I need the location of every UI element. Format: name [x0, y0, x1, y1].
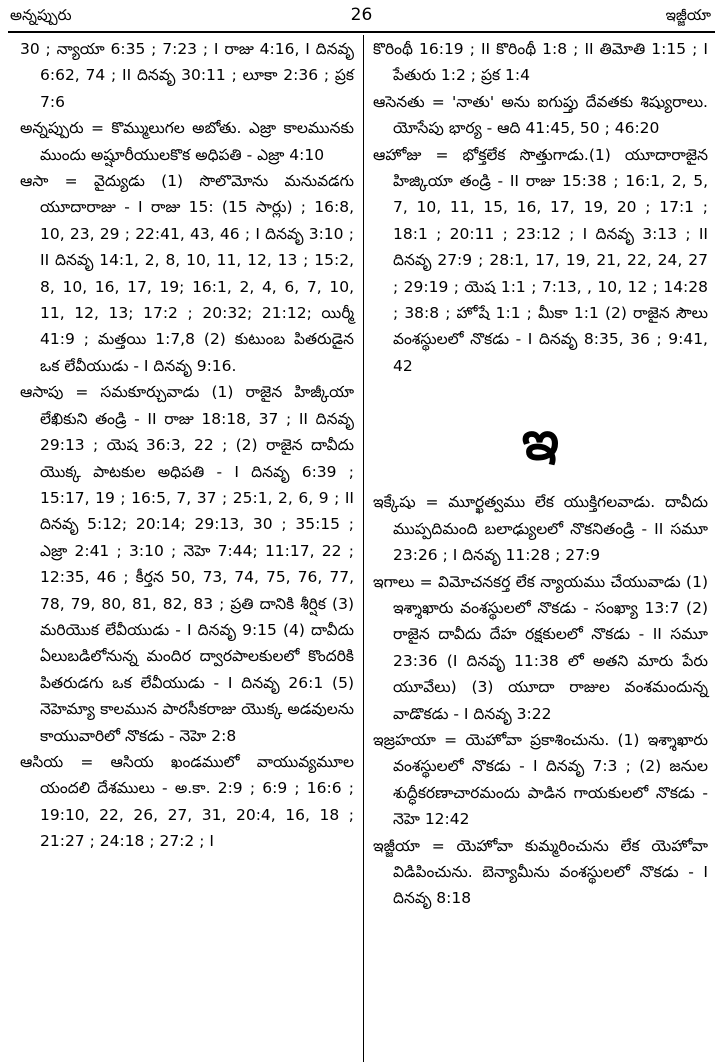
entry-asiya: ఆసియ = ఆసియ ఖండములో వాయువ్యమూల యందలి దేశములు - అ.కా. 2:9 ; 6:9 ; 16:6 ; 19:10, 22, 26, 27, 31, 20:4, 16, 18 ; 21:27 ; 24:18 ; 27:2 ; I — [20, 752, 354, 851]
entry-asenatu: ఆసెనతు = 'నాతు' అను ఐగుప్తు దేవతకు శిష్యురాలు. యోసేపు భార్య - ఆది 41:45, 50 ; 46:20 — [373, 92, 708, 138]
header-rule — [8, 31, 715, 33]
entry-asapu: ఆసాపు = సమకూర్చువాడు (1) రాజైన హిజ్కీయా లేఖికుని తండ్రి - II రాజు 18:18, 37 ; II దినవృ 29:13 ; యెష 36:3, 22 ; (2) రాజైన దావీదు యొక్క పాటకుల అధిపతి - I దినవృ 6:39 ; 15:17, 19 ; 16:5, 7, 37 ; 25:1, 2, 6, 9 ; II దినవృ 5:12; 20:14; 29:13, 30 ; 35:15 ; ఎజ్రా 2:41 ; 3:10 ; నెహె 7:44; 11:17, 22 ; 12:35, 46 ; కీర్తన 50, 73, 74, 75, 76, 77, 78, 79, 80, 81, 82, 83 ; ప్రతి దానికి శీర్షిక (3) మరియొక లేవీయుడు - I దినవృ 9:15 (4) దావీదు ఏలుబడిలోనున్న మందిర ద్వారపాలకులలో కొందరికి పితరుడగు ఒక లేవీయుడు - I దినవృ 26:1 (5) నెహెమ్యా కాలమున పారసీకరాజు యొక్క అడవులను కాయువారిలో నొకడు - నెహె 2:8 — [20, 383, 354, 745]
entry-izrahaya: ఇజ్రహయా = యెహోవా ప్రకాశించును. (1) ఇశ్శాఖారు వంశస్థులలో నొకడు - I దినవృ 7:3 ; (2) జనుల శుద్ధీకరణాచారమందు పాడిన గాయకులలో నొకడు - నెహె 12:42 — [373, 730, 708, 829]
running-head-left: అన్నప్పురు — [10, 6, 72, 24]
entry-asa: ఆసా = వైద్యుడు (1) సొలొమోను మనువడగు యూదారాజు - I రాజు 15: (15 సార్లు) ; 16:8, 10, 23, 29 ; 22:41, 43, 46 ; I దినవృ 3:10 ; II దినవృ 14:1, 2, 8, 10, 11, 12, 13 ; 15:2, 8, 10, 16, 17, 19; 16:1, 2, 4, 6, 7, 10, 11, 12, 13; 17:2 ; 20:32; 21:12; యిర్మీ 41:9 ; మత్తయి 1:7,8 (2) కుటుంబ పితరుడైన ఒక లేవీయుడు - I దినవృ 9:16. — [20, 172, 354, 375]
entry-igalu: ఇగాలు = విమోచనకర్త లేక న్యాయము చేయువాడు (1) ఇశ్శాఖారు వంశస్థులలో నొకడు - సంఖ్యా 13:7 (2) రాజైన దావీదు దేహ రక్షకులలో నొకడు - II సమూ 23:36 (I దినవృ 11:38 లో అతని మారు పేరు యూవేలు) (3) యూదా రాజుల వంశమందున్న వాడొకడు - I దినవృ 3:22 — [373, 572, 708, 723]
running-head-right: ఇజ్జీయా — [665, 6, 711, 24]
entry-ahoju: ఆహోజు = భోక్తలేక సొత్తుగాడు.(1) యూదారాజైన హిజ్కియా తండ్రి - II రాజు 15:38 ; 16:1, 2, 5, 7, 10, 11, 15, 16, 17, 19, 20 ; 17:1 ; 18:1 ; 20:11 ; 23:12 ; I దినవృ 3:13 ; II దినవృ 27:9 ; 28:1, 17, 19, 21, 22, 24, 27 ; 29:19 ; యెష 1:1 ; 7:13, , 10, 12 ; 14:28 ; 38:8 ; హోషే 1:1 ; మీకా 1:1 (2) రాజైన సౌలు వంశస్థులలో నొకడు - I దినవృ 8:35, 36 ; 9:41, 42 — [373, 145, 708, 375]
column-divider — [363, 35, 364, 1062]
section-letter-heading: ఇ — [521, 409, 560, 473]
entry-izjiya: ఇజ్జీయా = యెహోవా కుమ్మరించును లేక యెహోవా విడిపించును. బెన్యామీను వంశస్థులలో నొకడు - I దినవృ 8:18 — [373, 836, 708, 908]
left-column — [20, 36, 354, 855]
page-number: 26 — [350, 5, 373, 25]
right-column — [373, 36, 708, 912]
entry-ikkeshu: ఇక్కేషు = మూర్ఖత్వము లేక యుక్తిగలవాడు. దావీదు ముప్పదిమంది బలాఢ్యులలో నొకనితండ్రి - II సమూ 23:26 ; I దినవృ 11:28 ; 27:9 — [373, 493, 708, 565]
entry-continuation: 30 ; న్యాయా 6:35 ; 7:23 ; I రాజు 4:16, I దినవృ 6:62, 74 ; II దినవృ 30:11 ; లూకా 2:36 ; ప్రక 7:6 — [20, 40, 354, 111]
entry-annappuru: అన్నప్పురు = కొమ్ములుగల అబోతు. ఎజ్రా కాలమునకు ముందు అష్షూరీయులకొక అధిపతి - ఎజ్రా 4:10 — [20, 119, 354, 164]
entry-asiya-continuation: కొరింథీ 16:19 ; II కొరింథీ 1:8 ; II తిమోతి 1:15 ; I పేతురు 1:2 ; ప్రక 1:4 — [373, 40, 708, 85]
